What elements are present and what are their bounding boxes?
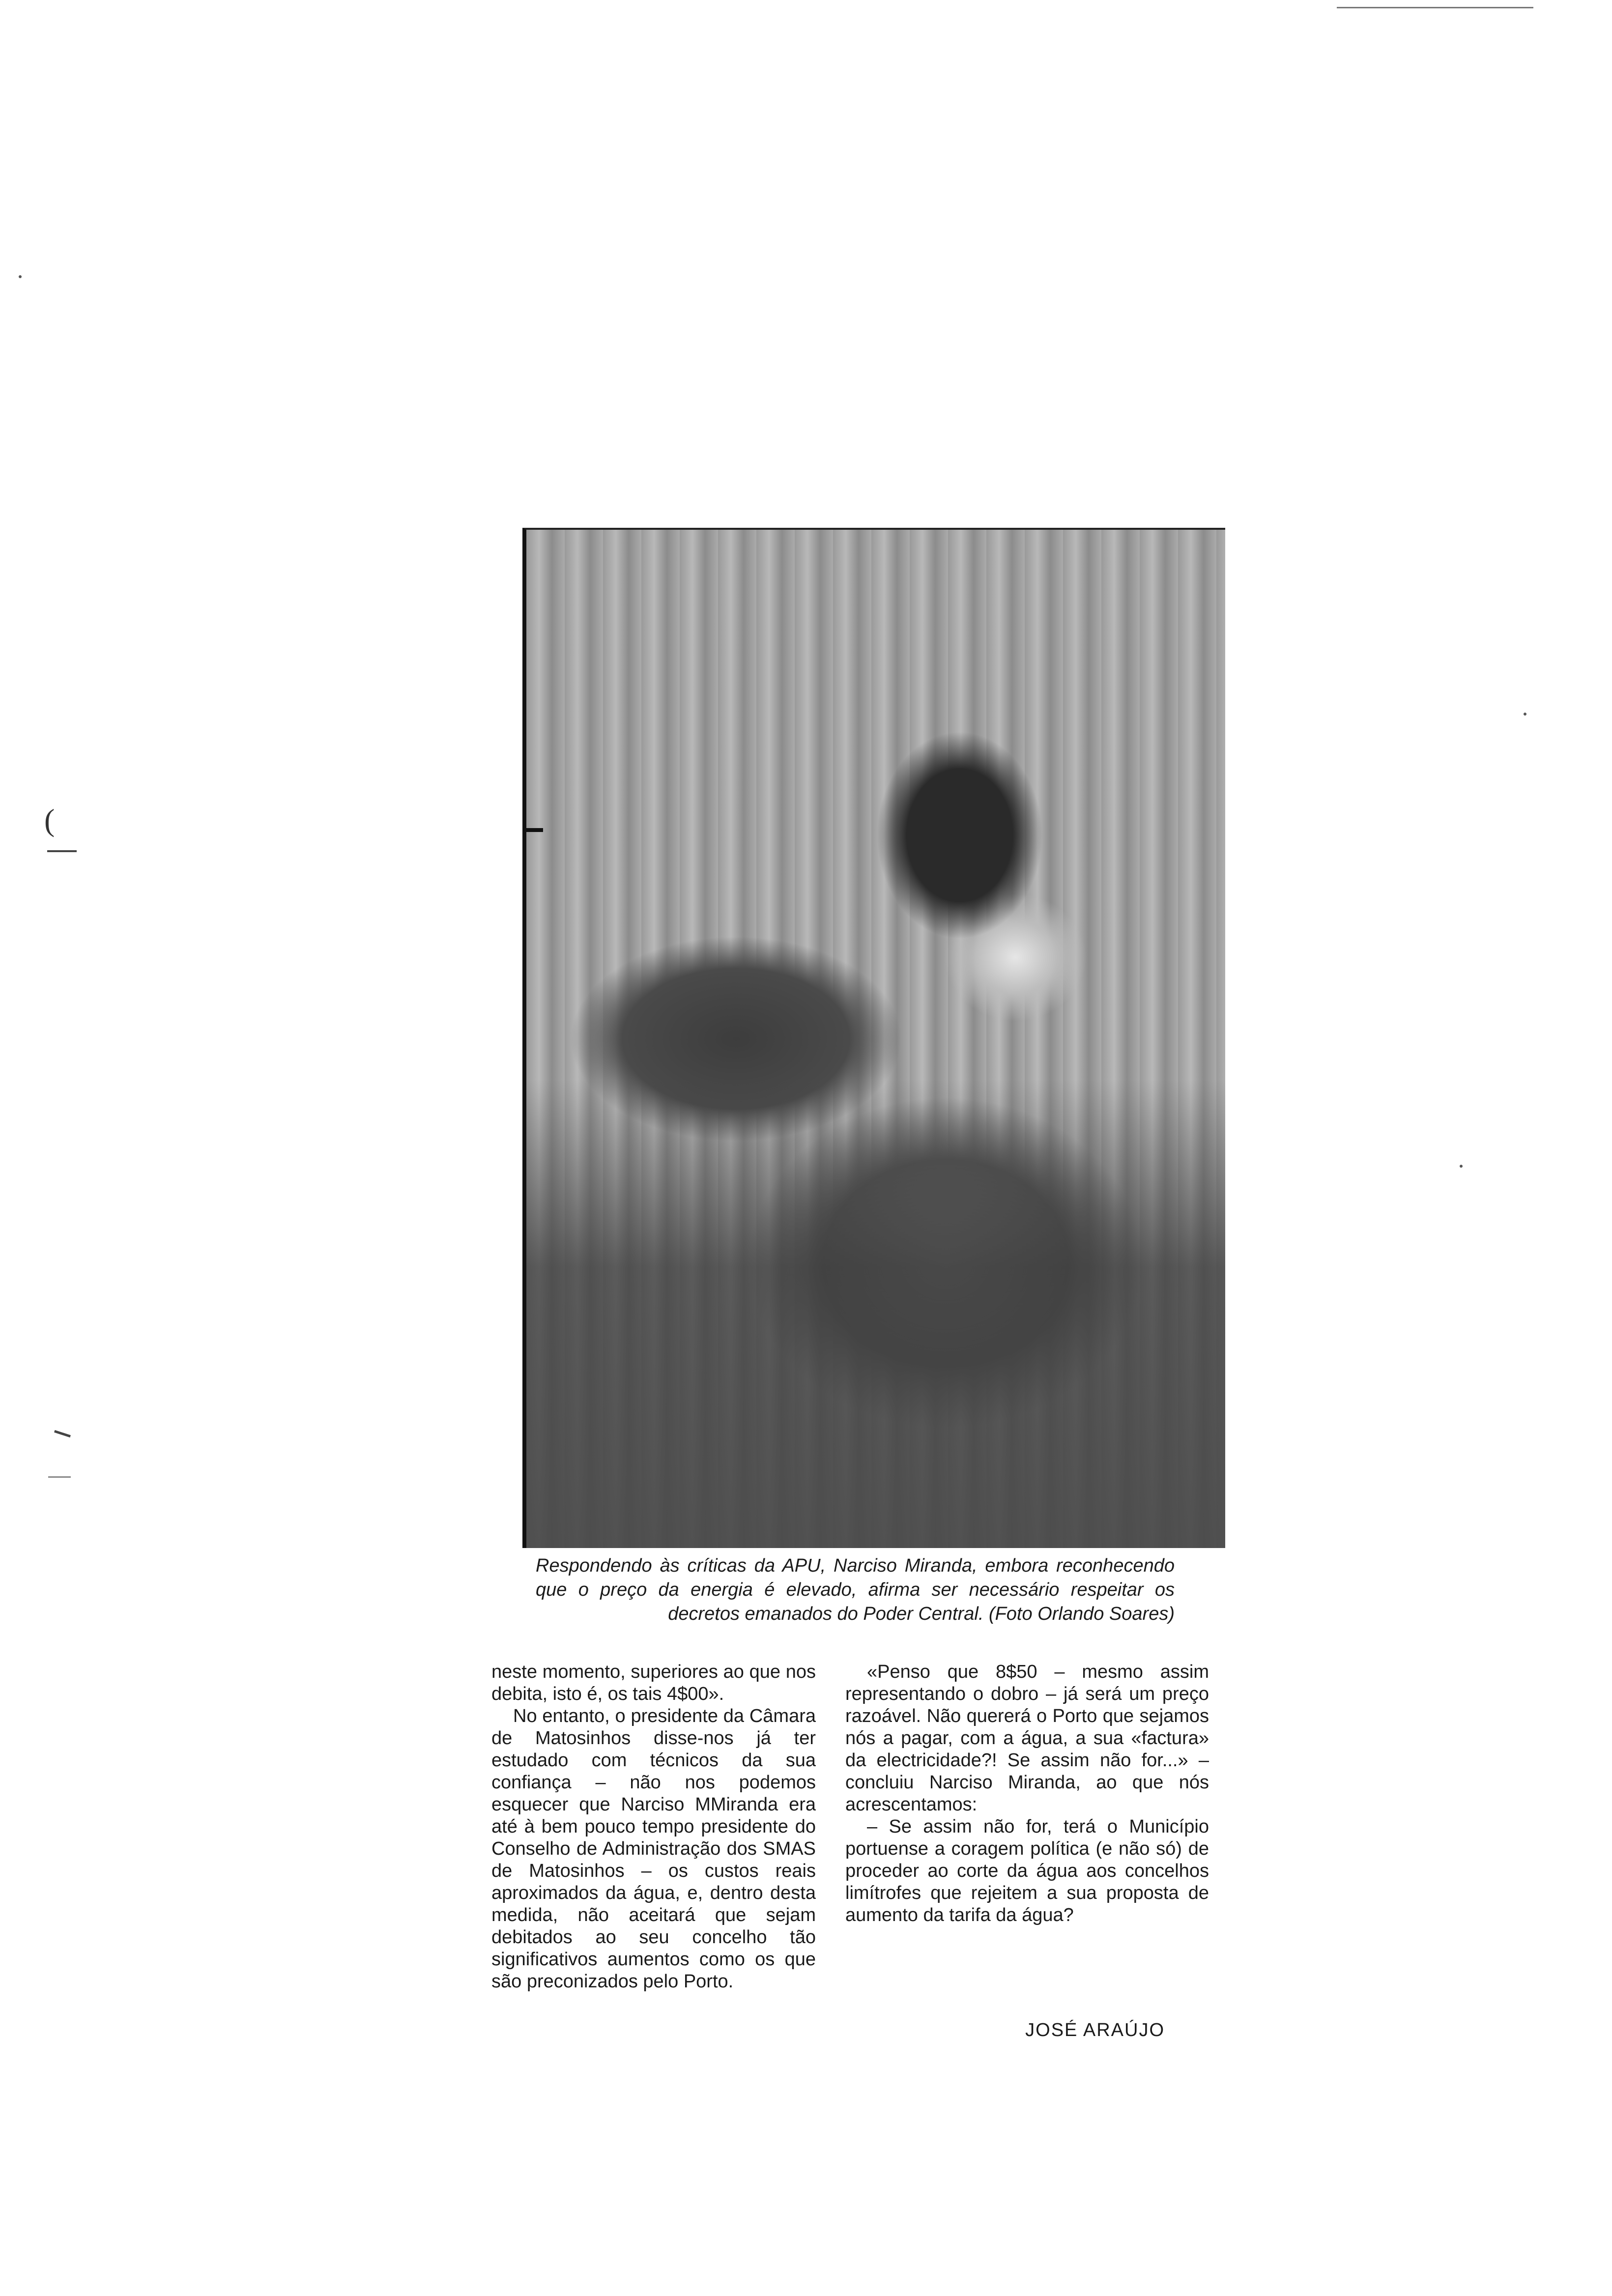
photo-edge-mark	[522, 828, 543, 832]
scan-speck	[19, 275, 22, 278]
article-column-right	[845, 1661, 1209, 1926]
scan-mark	[48, 1476, 71, 1478]
article-column-left	[491, 1661, 816, 1993]
scan-speck	[1460, 1165, 1463, 1168]
scan-mark	[47, 850, 77, 852]
scan-speck	[1524, 713, 1526, 716]
photo-caption: Respondendo às críticas da APU, Narciso Miranda, embora reconhecendo que o preço da energia é elevado, afirma ser necessário respeitar os decretos emanados do Poder Central. (Foto Orlando Soares)	[536, 1555, 1175, 1624]
article-paragraph: neste momento, superiores ao que nos debita, isto é, os tais 4$00».	[491, 1662, 816, 1704]
article-paragraph: – Se assim não for, terá o Município portuense a coragem política (e não só) de proceder ao corte da água aos concelhos limítrofes que rejeitem a sua proposta de aumento da tarifa da água?	[845, 1816, 1209, 1925]
photo-shading	[526, 1080, 1225, 1548]
author-byline: JOSÉ ARAÚJO	[1025, 2020, 1165, 2040]
scan-top-rule	[1337, 7, 1533, 8]
article-paragraph: «Penso que 8$50 – mesmo assim representando o dobro – já será um preço razoável. Não quererá o Porto que sejamos nós a pagar, com a água, a sua «factura» da electricidade?! Se assim não for...» – concluiu Narciso Miranda, ao que nós acrescentamos:	[845, 1662, 1209, 1815]
article-paragraph: No entanto, o presidente da Câmara de Matosinhos disse-nos já ter estudado com técnicos da sua confiança – não nos podemos esquecer que Narciso MMiranda era até à bem pouco tempo presidente do Conselho de Administração dos SMAS de Matosinhos – os custos reais aproximados da água, e, dentro desta medida, não aceitará que sejam debitados ao seu concelho tão significativos aumentos como os que são preconizados pelo Porto.	[491, 1706, 816, 1992]
scan-mark-parenthesis: (	[44, 803, 55, 837]
scan-mark	[54, 1430, 71, 1437]
news-photograph	[522, 528, 1225, 1548]
